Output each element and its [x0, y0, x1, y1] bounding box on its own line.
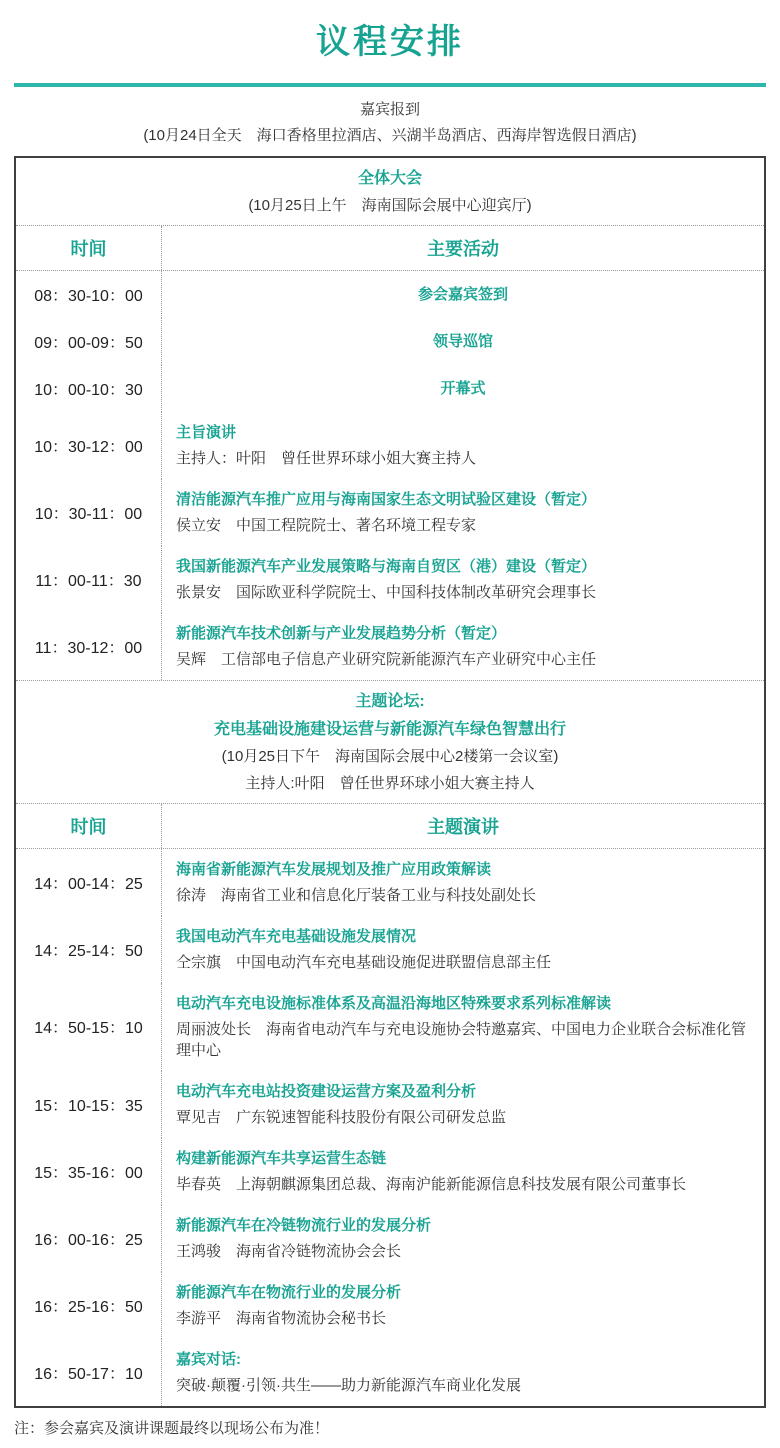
row-content	[162, 479, 764, 546]
row-content	[162, 365, 764, 412]
row-time: 10：30-11：00	[16, 479, 162, 546]
session-title: 电动汽车充电设施标准体系及高温沿海地区特殊要求系列标准解读	[176, 994, 612, 1012]
table-row	[16, 613, 764, 680]
column-header-activity: 主要活动	[427, 239, 499, 260]
table-row	[16, 1205, 764, 1272]
session-speaker: 王鸿骏 海南省冷链物流协会会长	[176, 1242, 402, 1260]
session-speaker: 徐涛 海南省工业和信息化厅装备工业与科技处副处长	[176, 886, 537, 904]
session-speaker: 主持人：叶阳 曾任世界环球小姐大赛主持人	[176, 450, 477, 468]
session-speaker: 突破·颠覆·引领·共生——助力新能源汽车商业化发展	[176, 1376, 521, 1394]
row-time: 08：30-10：00	[16, 271, 162, 318]
row-content	[162, 1071, 764, 1138]
session-title: 电动汽车充电站投资建设运营方案及盈利分析	[176, 1082, 477, 1100]
session-speaker: 吴辉 工信部电子信息产业研究院新能源汽车产业研究中心主任	[176, 651, 597, 669]
forum-column-header	[16, 803, 764, 848]
row-content	[162, 1272, 764, 1339]
plenary-rows	[16, 270, 764, 680]
forum-section-head	[16, 680, 764, 803]
plenary-section-head	[16, 158, 764, 225]
table-row	[16, 849, 764, 916]
row-time: 16：25-16：50	[16, 1272, 162, 1339]
forum-label: 主题论坛:	[355, 693, 425, 711]
row-time: 16：50-17：10	[16, 1339, 162, 1406]
row-content	[162, 1205, 764, 1272]
row-time: 09：00-09：50	[16, 318, 162, 365]
row-content	[162, 1339, 764, 1406]
row-time: 14：50-15：10	[16, 983, 162, 1071]
row-content	[162, 412, 764, 479]
divider-rule	[14, 83, 766, 87]
row-content	[162, 849, 764, 916]
row-time: 10：30-12：00	[16, 412, 162, 479]
column-header-activity: 主题演讲	[427, 816, 499, 837]
session-title: 海南省新能源汽车发展规划及推广应用政策解读	[176, 860, 492, 878]
row-time: 14：25-14：50	[16, 916, 162, 983]
table-row	[16, 271, 764, 318]
footer-note: 注：参会嘉宾及演讲课题最终以现场公布为准！	[14, 1419, 330, 1437]
table-row	[16, 1138, 764, 1205]
page-title: 议程安排	[316, 23, 464, 61]
row-time: 16：00-16：25	[16, 1205, 162, 1272]
row-content	[162, 546, 764, 613]
row-content	[162, 271, 764, 318]
plenary-detail: (10月25日上午 海南国际会展中心迎宾厅)	[248, 197, 532, 214]
session-title: 领导巡馆	[432, 333, 493, 351]
reception-block	[14, 97, 766, 148]
table-row	[16, 1071, 764, 1138]
plenary-title: 全体大会	[357, 170, 422, 187]
row-time: 15：35-16：00	[16, 1138, 162, 1205]
row-content	[162, 318, 764, 365]
session-title: 构建新能源汽车共享运营生态链	[176, 1149, 387, 1167]
row-content	[162, 613, 764, 680]
session-speaker: 覃见吉 广东锐速智能科技股份有限公司研发总监	[176, 1108, 507, 1126]
session-title: 我国新能源汽车产业发展策略与海南自贸区（港）建设（暂定）	[176, 558, 597, 576]
row-time: 14：00-14：25	[16, 849, 162, 916]
session-title: 参会嘉宾签到	[417, 286, 508, 304]
column-header-time: 时间	[16, 226, 162, 270]
row-content	[162, 983, 764, 1071]
row-time: 10：00-10：30	[16, 365, 162, 412]
plenary-column-header	[16, 225, 764, 270]
session-speaker: 仝宗旗 中国电动汽车充电基础设施促进联盟信息部主任	[176, 953, 552, 971]
session-title: 清洁能源汽车推广应用与海南国家生态文明试验区建设（暂定）	[176, 491, 597, 509]
session-title: 开幕式	[440, 380, 486, 398]
session-title: 新能源汽车在物流行业的发展分析	[176, 1283, 402, 1301]
session-title: 嘉宾对话:	[176, 1350, 241, 1368]
session-speaker: 侯立安 中国工程院院士、著名环境工程专家	[176, 517, 477, 535]
row-content	[162, 1138, 764, 1205]
session-speaker: 周丽波处长 海南省电动汽车与充电设施协会特邀嘉宾、中国电力企业联合会标准化管理中心	[176, 1020, 747, 1059]
session-speaker: 毕春英 上海朝麒源集团总裁、海南沪能新能源信息科技发展有限公司董事长	[176, 1175, 687, 1193]
table-row	[16, 479, 764, 546]
table-row	[16, 983, 764, 1071]
table-row	[16, 916, 764, 983]
table-row	[16, 546, 764, 613]
row-time: 11：30-12：00	[16, 613, 162, 680]
row-time: 15：10-15：35	[16, 1071, 162, 1138]
table-row	[16, 365, 764, 412]
session-speaker: 张景安 国际欧亚科学院院士、中国科技体制改革研究会理事长	[176, 584, 597, 602]
forum-host: 主持人:叶阳 曾任世界环球小姐大赛主持人	[245, 774, 535, 792]
row-time: 11：00-11：30	[16, 546, 162, 613]
forum-detail: (10月25日下午 海南国际会展中心2楼第一会议室)	[221, 748, 559, 766]
forum-title: 充电基础设施建设运营与新能源汽车绿色智慧出行	[213, 721, 566, 739]
table-row	[16, 1339, 764, 1406]
session-title: 新能源汽车技术创新与产业发展趋势分析（暂定）	[176, 625, 507, 643]
session-title: 新能源汽车在冷链物流行业的发展分析	[176, 1216, 432, 1234]
table-row	[16, 1272, 764, 1339]
session-title: 主旨演讲	[176, 424, 237, 442]
table-row	[16, 412, 764, 479]
session-speaker: 李游平 海南省物流协会秘书长	[176, 1309, 387, 1327]
reception-detail: (10月24日全天 海口香格里拉酒店、兴湖半岛酒店、西海岸智选假日酒店)	[143, 126, 637, 144]
session-title: 我国电动汽车充电基础设施发展情况	[176, 927, 417, 945]
reception-title: 嘉宾报到	[359, 101, 420, 118]
table-row	[16, 318, 764, 365]
row-content	[162, 916, 764, 983]
forum-rows	[16, 848, 764, 1406]
column-header-time: 时间	[16, 804, 162, 848]
agenda-table	[14, 156, 766, 1408]
